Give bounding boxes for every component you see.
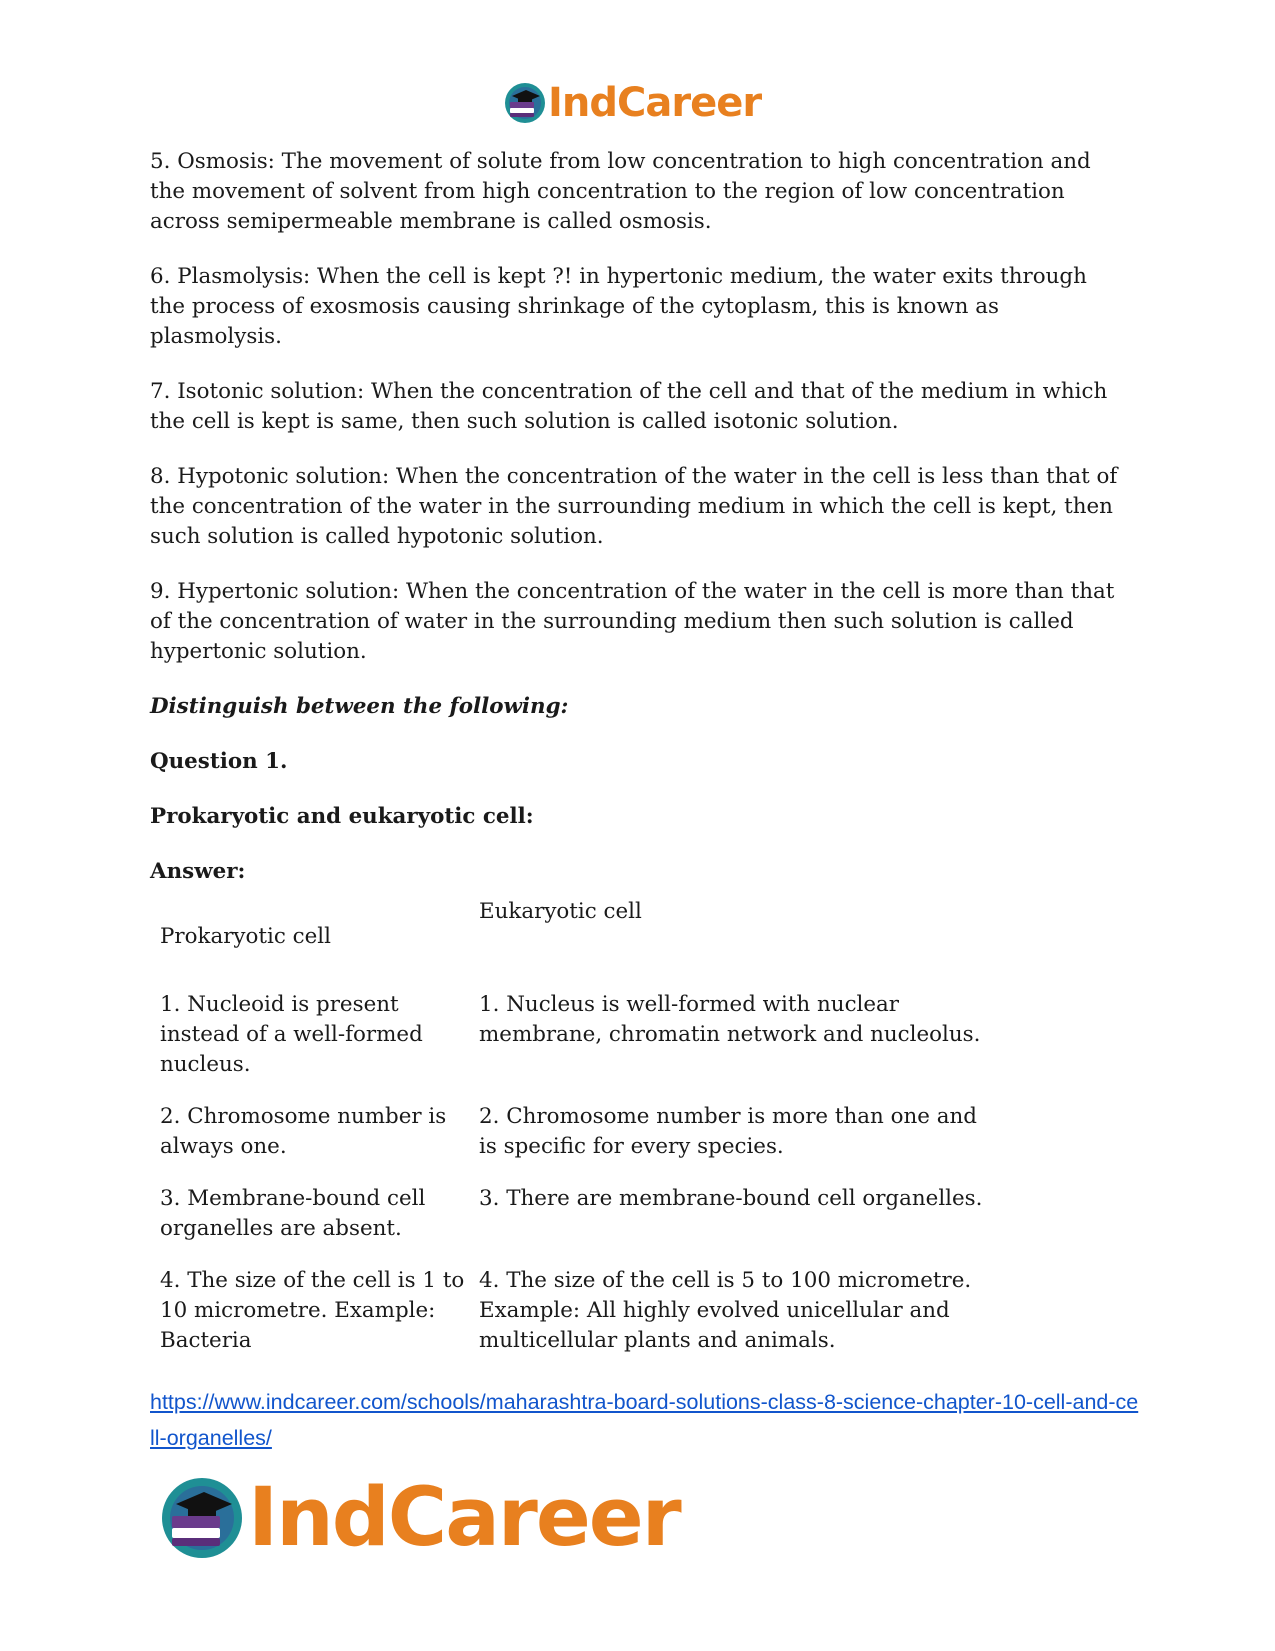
logo-wordmark: IndCareer [548,80,762,126]
prokaryotic-cell-point: 1. Nucleoid is present instead of a well-formed nucleus. [160,992,423,1077]
table-row [160,1102,1000,1162]
table-row [160,1266,1000,1356]
eukaryotic-cell-point: 2. Chromosome number is more than one and is specific for every species. [479,1104,977,1159]
definition-hypotonic: 8. Hypotonic solution: When the concentration of the water in the cell is less than that of the concentration of the water in the surrounding medium in which the cell is kept, then such solution is called hypotonic solution. [150,464,1118,549]
footer-logo [160,1472,680,1564]
definition-isotonic: 7. Isotonic solution: When the concentration of the cell and that of the medium in which the cell is kept is same, then such solution is called isotonic solution. [150,379,1108,434]
answer-label: Answer: [150,859,246,884]
prokaryotic-cell-point: 3. Membrane-bound cell organelles are absent. [160,1186,426,1241]
question-text: Prokaryotic and eukaryotic cell: [150,804,534,829]
prokaryotic-cell-point: 4. The size of the cell is 1 to 10 micrometre. Example: Bacteria [160,1268,465,1353]
header-eukaryotic: Eukaryotic cell [479,899,642,924]
definition-osmosis: 5. Osmosis: The movement of solute from low concentration to high concentration and the movement of solvent from high concentration to the region of low concentration across semipermeable membrane is called osmosis. [150,149,1091,234]
header-logo [504,80,761,126]
definition-hypertonic: 9. Hypertonic solution: When the concentration of the water in the cell is more than that of the concentration of water in the surrounding medium then such solution is called hypertonic solution. [150,579,1115,664]
table-row [160,990,1000,1080]
graduation-cap-book-icon [160,1476,244,1560]
eukaryotic-cell-point: 3. There are membrane-bound cell organelles. [479,1186,983,1211]
section-heading: Distinguish between the following: [150,694,569,719]
comparison-header [160,890,1000,990]
comparison-table [160,890,1000,1378]
header-prokaryotic: Prokaryotic cell [160,924,331,949]
eukaryotic-cell-point: 1. Nucleus is well-formed with nuclear membrane, chromatin network and nucleolus. [479,992,981,1047]
question-label: Question 1. [150,749,288,774]
graduation-cap-book-icon [504,82,546,124]
table-row [160,1184,1000,1244]
definition-plasmolysis: 6. Plasmolysis: When the cell is kept ?! in hypertonic medium, the water exits through the process of exosmosis causing shrinkage of the cytoplasm, this is known as plasmolysis. [150,264,1087,349]
document-body [150,147,1125,912]
source-url-link[interactable]: https://www.indcareer.com/schools/maharashtra-board-solutions-class-8-science-chapter-10-cell-and-cell-organelles/ [150,1390,1139,1450]
prokaryotic-cell-point: 2. Chromosome number is always one. [160,1104,447,1159]
eukaryotic-cell-point: 4. The size of the cell is 5 to 100 micrometre. Example: All highly evolved unicellular and multicellular plants and animals. [479,1268,972,1353]
logo-wordmark: IndCareer [248,1470,680,1565]
